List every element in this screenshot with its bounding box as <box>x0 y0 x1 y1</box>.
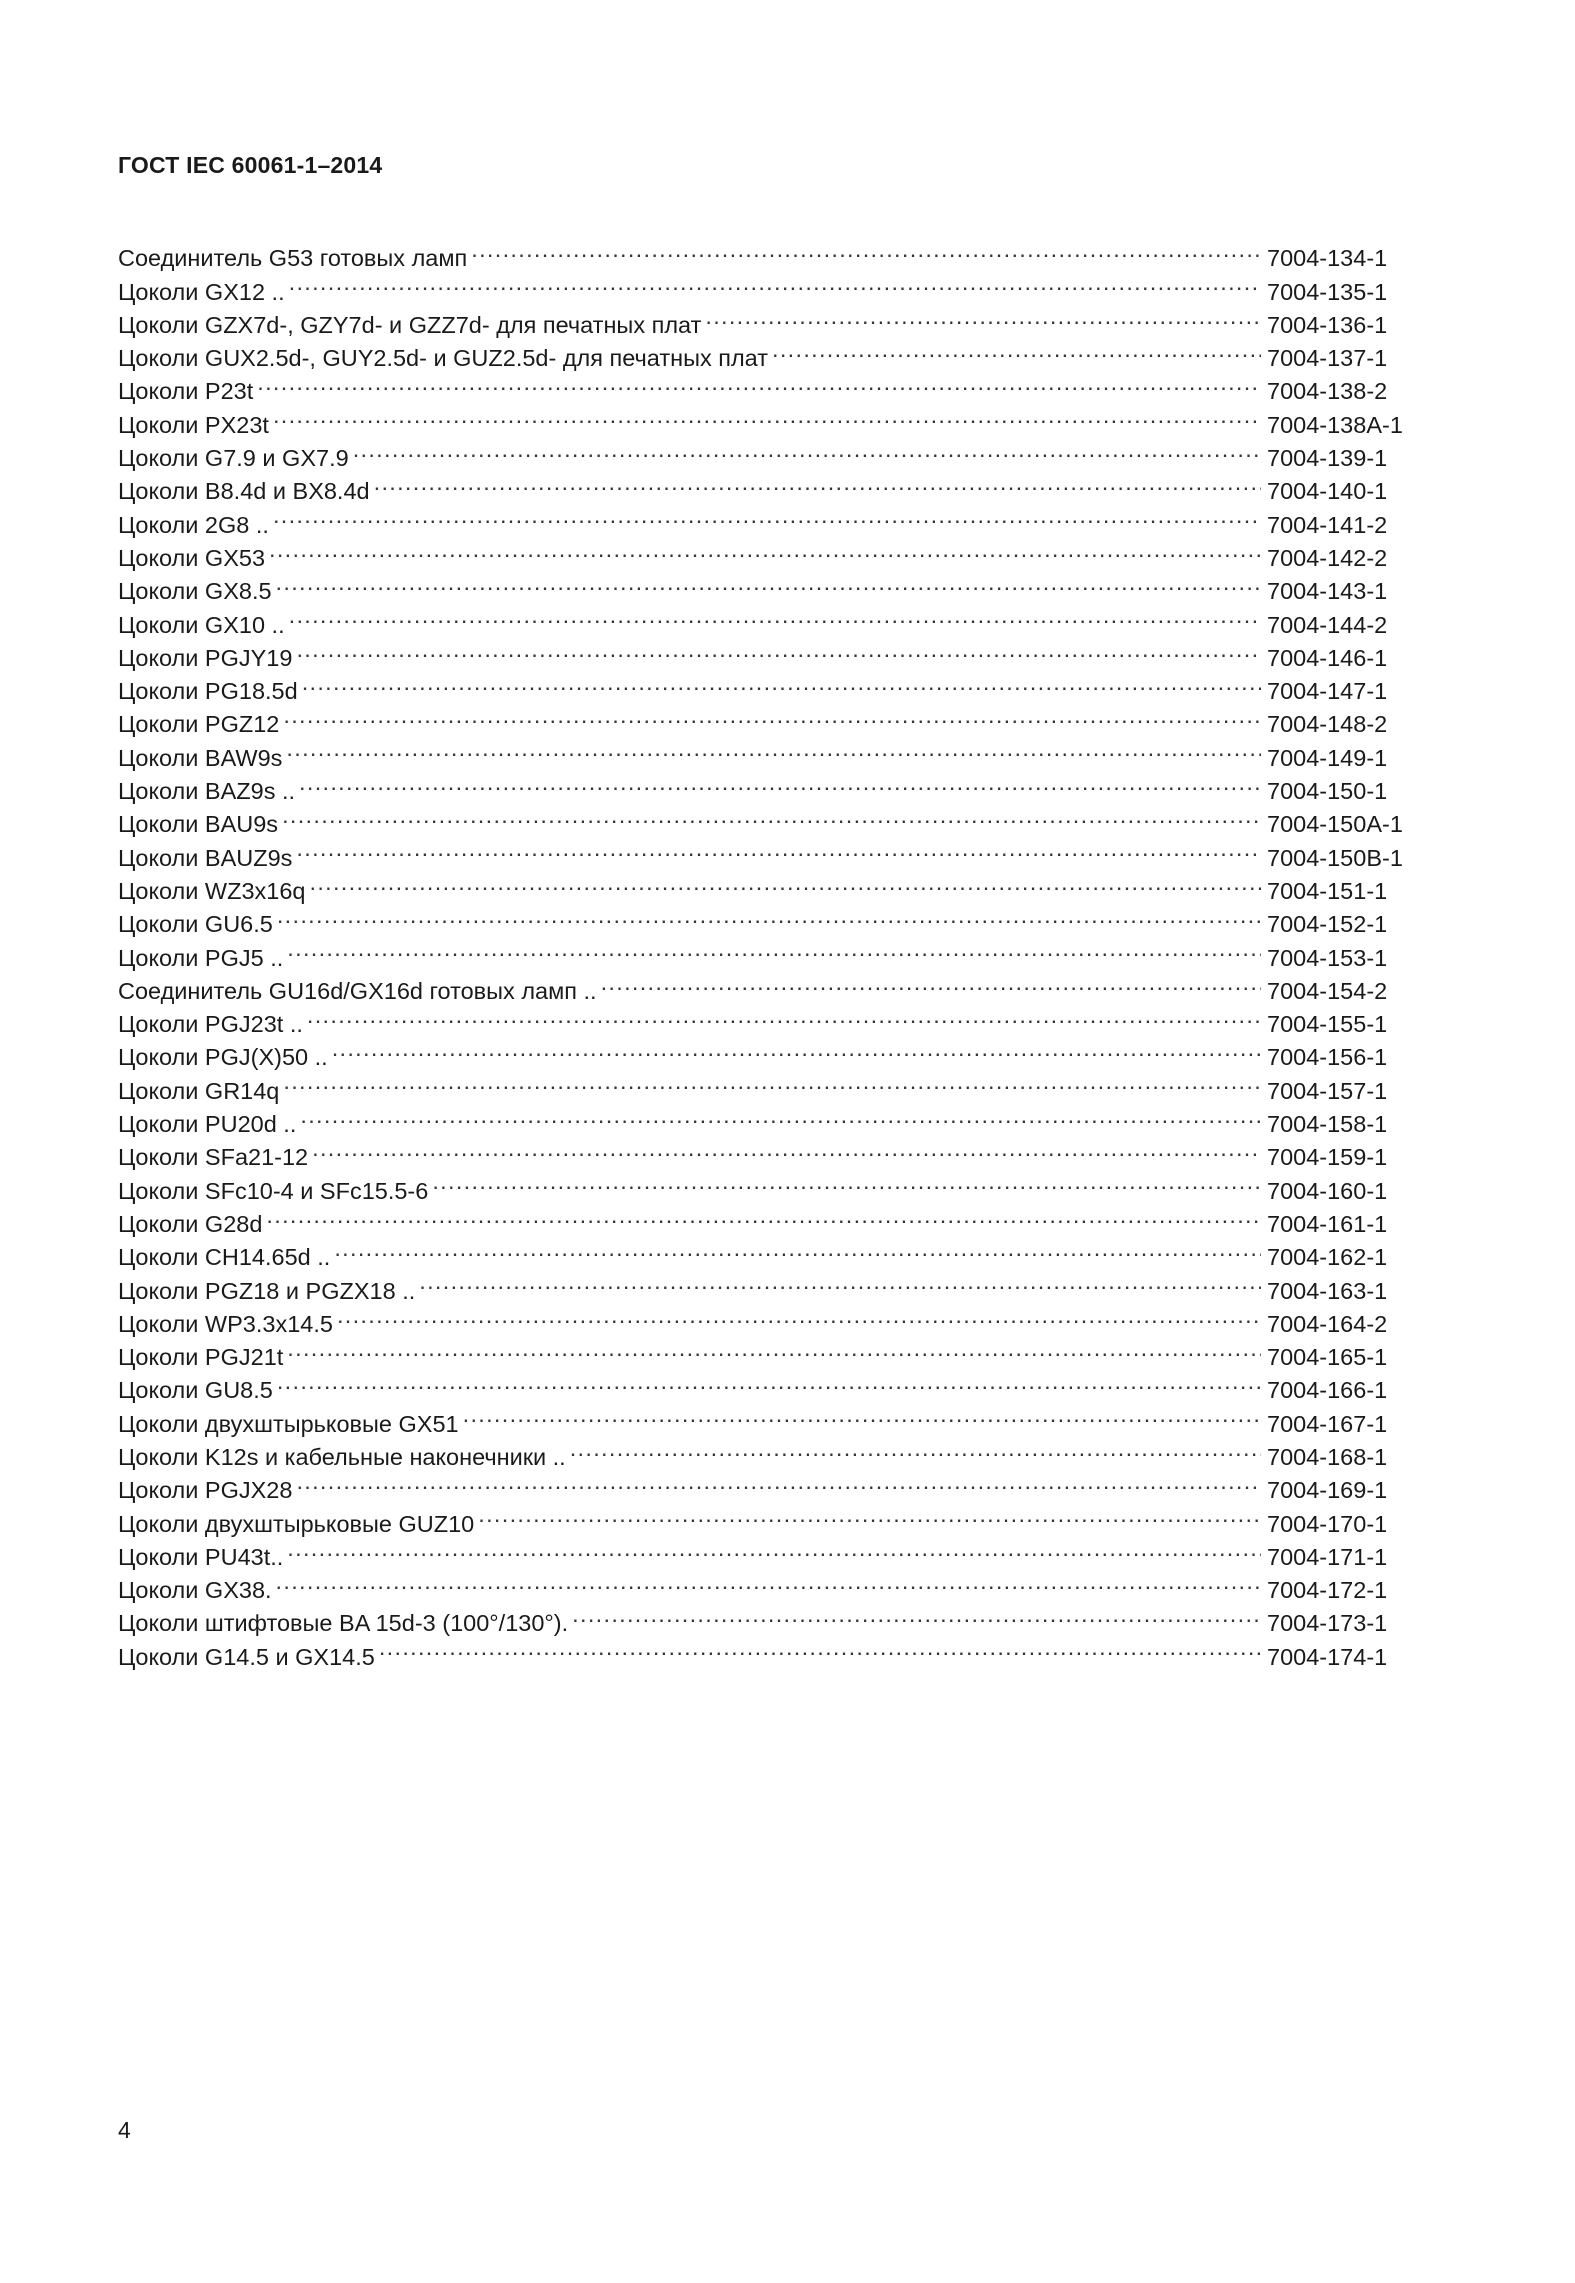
toc-title: Цоколи PGJX28 <box>118 1477 293 1504</box>
toc-title: Цоколи G28d <box>118 1210 263 1237</box>
toc-ref: 7004-156-1 <box>1267 1044 1388 1071</box>
dot-leader <box>302 666 1261 699</box>
dot-leader <box>337 1299 1261 1332</box>
dot-leader <box>300 1099 1261 1132</box>
toc-row <box>118 633 1428 671</box>
toc-title: Цоколи GU6.5 <box>118 911 273 938</box>
toc-title: Цоколи WZ3x16q <box>118 877 306 904</box>
toc-row <box>118 866 1428 904</box>
dot-leader <box>307 999 1261 1032</box>
toc-title: Цоколи K12s и кабельные наконечники .. <box>118 1443 566 1470</box>
toc-ref: 7004-140-1 <box>1267 478 1388 505</box>
toc-ref: 7004-138-2 <box>1267 378 1388 405</box>
toc-ref: 7004-169-1 <box>1267 1477 1388 1504</box>
toc-title: Соединитель G53 готовых ламп <box>118 245 468 272</box>
toc-ref: 7004-143-1 <box>1267 578 1388 605</box>
dot-leader <box>282 799 1261 832</box>
dot-leader <box>353 433 1261 466</box>
toc-ref: 7004-164-2 <box>1267 1310 1388 1337</box>
toc-title: Цоколи PGJ5 .. <box>118 944 284 971</box>
dot-leader <box>432 1165 1261 1198</box>
dot-leader <box>277 1365 1261 1398</box>
toc-ref: 7004-157-1 <box>1267 1077 1388 1104</box>
toc-row <box>118 766 1428 805</box>
toc-title: Цоколи GR14q <box>118 1077 280 1104</box>
toc-title: Цоколи PU43t.. <box>118 1543 284 1570</box>
toc-title: Цоколи SFc10-4 и SFc15.5-6 <box>118 1177 429 1204</box>
toc-title: Цоколи GX12 .. <box>118 278 285 305</box>
toc-row <box>118 799 1428 838</box>
toc-row <box>118 699 1428 738</box>
dot-leader <box>334 1232 1261 1265</box>
toc-ref: 7004-174-1 <box>1267 1643 1388 1670</box>
toc-row <box>118 832 1428 871</box>
toc-row <box>118 300 1428 338</box>
toc-row <box>118 266 1428 305</box>
toc-row <box>118 1598 1428 1637</box>
toc-row <box>118 966 1428 1004</box>
dot-leader <box>286 732 1261 765</box>
toc-ref: 7004-137-1 <box>1267 345 1388 372</box>
dot-leader <box>463 1398 1261 1431</box>
toc-ref: 7004-170-1 <box>1267 1510 1388 1537</box>
toc-title: Цоколи SFa21-12 <box>118 1144 309 1171</box>
toc-title: Цоколи BAU9s <box>118 811 279 838</box>
toc-ref: 7004-150A-1 <box>1267 811 1403 838</box>
toc-ref: 7004-151-1 <box>1267 877 1388 904</box>
toc-ref: 7004-150B-1 <box>1267 844 1403 871</box>
toc-ref: 7004-134-1 <box>1267 245 1388 272</box>
toc-row <box>118 1099 1428 1138</box>
toc-row <box>118 732 1428 771</box>
toc-title: Цоколи GX8.5 <box>118 578 272 605</box>
toc-ref: 7004-163-1 <box>1267 1277 1388 1304</box>
dot-leader <box>287 932 1261 965</box>
dot-leader <box>283 1065 1261 1098</box>
dot-leader <box>570 1432 1261 1465</box>
toc-title: Соединитель GU16d/GX16d готовых ламп .. <box>118 977 597 1004</box>
dot-leader <box>273 399 1261 432</box>
dot-leader <box>309 866 1261 899</box>
toc-title: Цоколи G7.9 и GX7.9 <box>118 445 349 472</box>
toc-ref: 7004-159-1 <box>1267 1144 1388 1171</box>
standard-code-header: ГОСТ IEC 60061-1–2014 <box>118 152 383 178</box>
dot-leader <box>257 366 1261 399</box>
toc-title: Цоколи штифтовые BA 15d-3 (100°/130°). <box>118 1610 569 1637</box>
toc-title: Цоколи GUX2.5d-, GUY2.5d- и GUZ2.5d- для печатных плат <box>118 345 768 372</box>
toc-ref: 7004-141-2 <box>1267 511 1388 538</box>
toc-ref: 7004-136-1 <box>1267 311 1388 338</box>
toc-ref: 7004-142-2 <box>1267 544 1388 571</box>
toc-title: Цоколи 2G8 .. <box>118 511 269 538</box>
toc-row <box>118 1465 1428 1504</box>
toc-title: Цоколи GU8.5 <box>118 1377 273 1404</box>
dot-leader <box>419 1265 1261 1298</box>
toc-ref: 7004-152-1 <box>1267 911 1388 938</box>
toc-ref: 7004-155-1 <box>1267 1011 1388 1038</box>
dot-leader <box>471 233 1261 266</box>
dot-leader <box>772 333 1261 366</box>
dot-leader <box>266 1199 1261 1232</box>
dot-leader <box>312 1132 1261 1165</box>
toc-title: Цоколи WP3.3x14.5 <box>118 1310 333 1337</box>
toc-ref: 7004-146-1 <box>1267 644 1388 671</box>
toc-title: Цоколи PGZ12 <box>118 711 280 738</box>
toc-ref: 7004-148-2 <box>1267 711 1388 738</box>
dot-leader <box>296 633 1261 666</box>
toc-ref: 7004-147-1 <box>1267 678 1388 705</box>
toc-title: Цоколи PX23t <box>118 411 269 438</box>
toc-row <box>118 1165 1428 1204</box>
toc-title: Цоколи GX38. <box>118 1577 272 1604</box>
toc-ref: 7004-158-1 <box>1267 1111 1388 1138</box>
dot-leader <box>379 1631 1261 1664</box>
toc-row <box>118 1498 1428 1537</box>
dot-leader <box>287 1532 1261 1565</box>
toc-ref: 7004-160-1 <box>1267 1177 1388 1204</box>
toc-row <box>118 499 1428 538</box>
toc-title: Цоколи PU20d .. <box>118 1111 297 1138</box>
dot-leader <box>296 1465 1261 1498</box>
dot-leader <box>289 266 1261 299</box>
toc-ref: 7004-153-1 <box>1267 944 1388 971</box>
toc-title: Цоколи GX53 <box>118 544 266 571</box>
dot-leader <box>287 1332 1261 1365</box>
toc-title: Цоколи BAZ9s .. <box>118 778 296 805</box>
toc-title: Цоколи PGJ(X)50 .. <box>118 1044 328 1071</box>
dot-leader <box>296 832 1261 865</box>
dot-leader <box>289 599 1261 632</box>
dot-leader <box>478 1498 1261 1531</box>
toc-ref: 7004-173-1 <box>1267 1610 1388 1637</box>
toc-title: Цоколи BAUZ9s <box>118 844 293 871</box>
dot-leader <box>276 1565 1261 1598</box>
toc-title: Цоколи PGZ18 и PGZX18 .. <box>118 1277 416 1304</box>
toc-ref: 7004-165-1 <box>1267 1344 1388 1371</box>
toc-ref: 7004-168-1 <box>1267 1443 1388 1470</box>
toc-ref: 7004-154-2 <box>1267 977 1388 1004</box>
dot-leader <box>572 1598 1261 1631</box>
toc-row <box>118 233 1428 272</box>
toc-title: Цоколи PGJ21t <box>118 1344 284 1371</box>
dot-leader <box>705 300 1261 333</box>
toc-ref: 7004-167-1 <box>1267 1410 1388 1437</box>
toc-title: Цоколи GZX7d-, GZY7d- и GZZ7d- для печатных плат <box>118 311 702 338</box>
dot-leader <box>276 566 1261 599</box>
toc-title: Цоколи PG18.5d <box>118 678 298 705</box>
toc-row <box>118 433 1428 472</box>
dot-leader <box>332 1032 1261 1065</box>
toc-row <box>118 899 1428 938</box>
toc-title: Цоколи PGJ23t .. <box>118 1011 303 1038</box>
toc-title: Цоколи CH14.65d .. <box>118 1244 331 1271</box>
table-of-contents <box>118 233 1428 1670</box>
toc-row <box>118 1065 1428 1104</box>
toc-row <box>118 1565 1428 1604</box>
dot-leader <box>283 699 1261 732</box>
toc-row <box>118 366 1428 405</box>
toc-title: Цоколи двухштырьковые GUZ10 <box>118 1510 475 1537</box>
toc-row <box>118 1398 1428 1437</box>
dot-leader <box>299 766 1261 799</box>
toc-ref: 7004-144-2 <box>1267 611 1388 638</box>
toc-row <box>118 666 1428 705</box>
toc-ref: 7004-138A-1 <box>1267 411 1403 438</box>
toc-title: Цоколи B8.4d и BX8.4d <box>118 478 370 505</box>
toc-ref: 7004-150-1 <box>1267 778 1388 805</box>
toc-ref: 7004-166-1 <box>1267 1377 1388 1404</box>
toc-row <box>118 932 1428 971</box>
page-number: 4 <box>118 2117 131 2143</box>
dot-leader <box>273 499 1261 532</box>
toc-row <box>118 1365 1428 1404</box>
dot-leader <box>601 966 1261 999</box>
toc-title: Цоколи GX10 .. <box>118 611 285 638</box>
toc-ref: 7004-135-1 <box>1267 278 1388 305</box>
toc-row <box>118 999 1428 1038</box>
toc-row <box>118 1199 1428 1237</box>
dot-leader <box>269 533 1261 566</box>
toc-title: Цоколи P23t <box>118 378 254 405</box>
dot-leader <box>374 466 1261 499</box>
toc-row <box>118 1332 1428 1371</box>
toc-title: Цоколи G14.5 и GX14.5 <box>118 1643 375 1670</box>
toc-title: Цоколи двухштырьковые GX51 <box>118 1410 459 1437</box>
toc-ref: 7004-171-1 <box>1267 1543 1388 1570</box>
toc-title: Цоколи BAW9s <box>118 744 283 771</box>
dot-leader <box>277 899 1261 932</box>
toc-row <box>118 1132 1428 1171</box>
toc-row <box>118 1232 1428 1271</box>
toc-title: Цоколи PGJY19 <box>118 644 293 671</box>
toc-ref: 7004-172-1 <box>1267 1577 1388 1604</box>
toc-ref: 7004-139-1 <box>1267 445 1388 472</box>
toc-row <box>118 533 1428 571</box>
toc-ref: 7004-161-1 <box>1267 1210 1388 1237</box>
toc-row <box>118 1032 1428 1071</box>
toc-row <box>118 566 1428 605</box>
toc-ref: 7004-149-1 <box>1267 744 1388 771</box>
toc-row <box>118 599 1428 638</box>
toc-row <box>118 399 1428 438</box>
toc-row <box>118 1532 1428 1570</box>
toc-ref: 7004-162-1 <box>1267 1244 1388 1271</box>
